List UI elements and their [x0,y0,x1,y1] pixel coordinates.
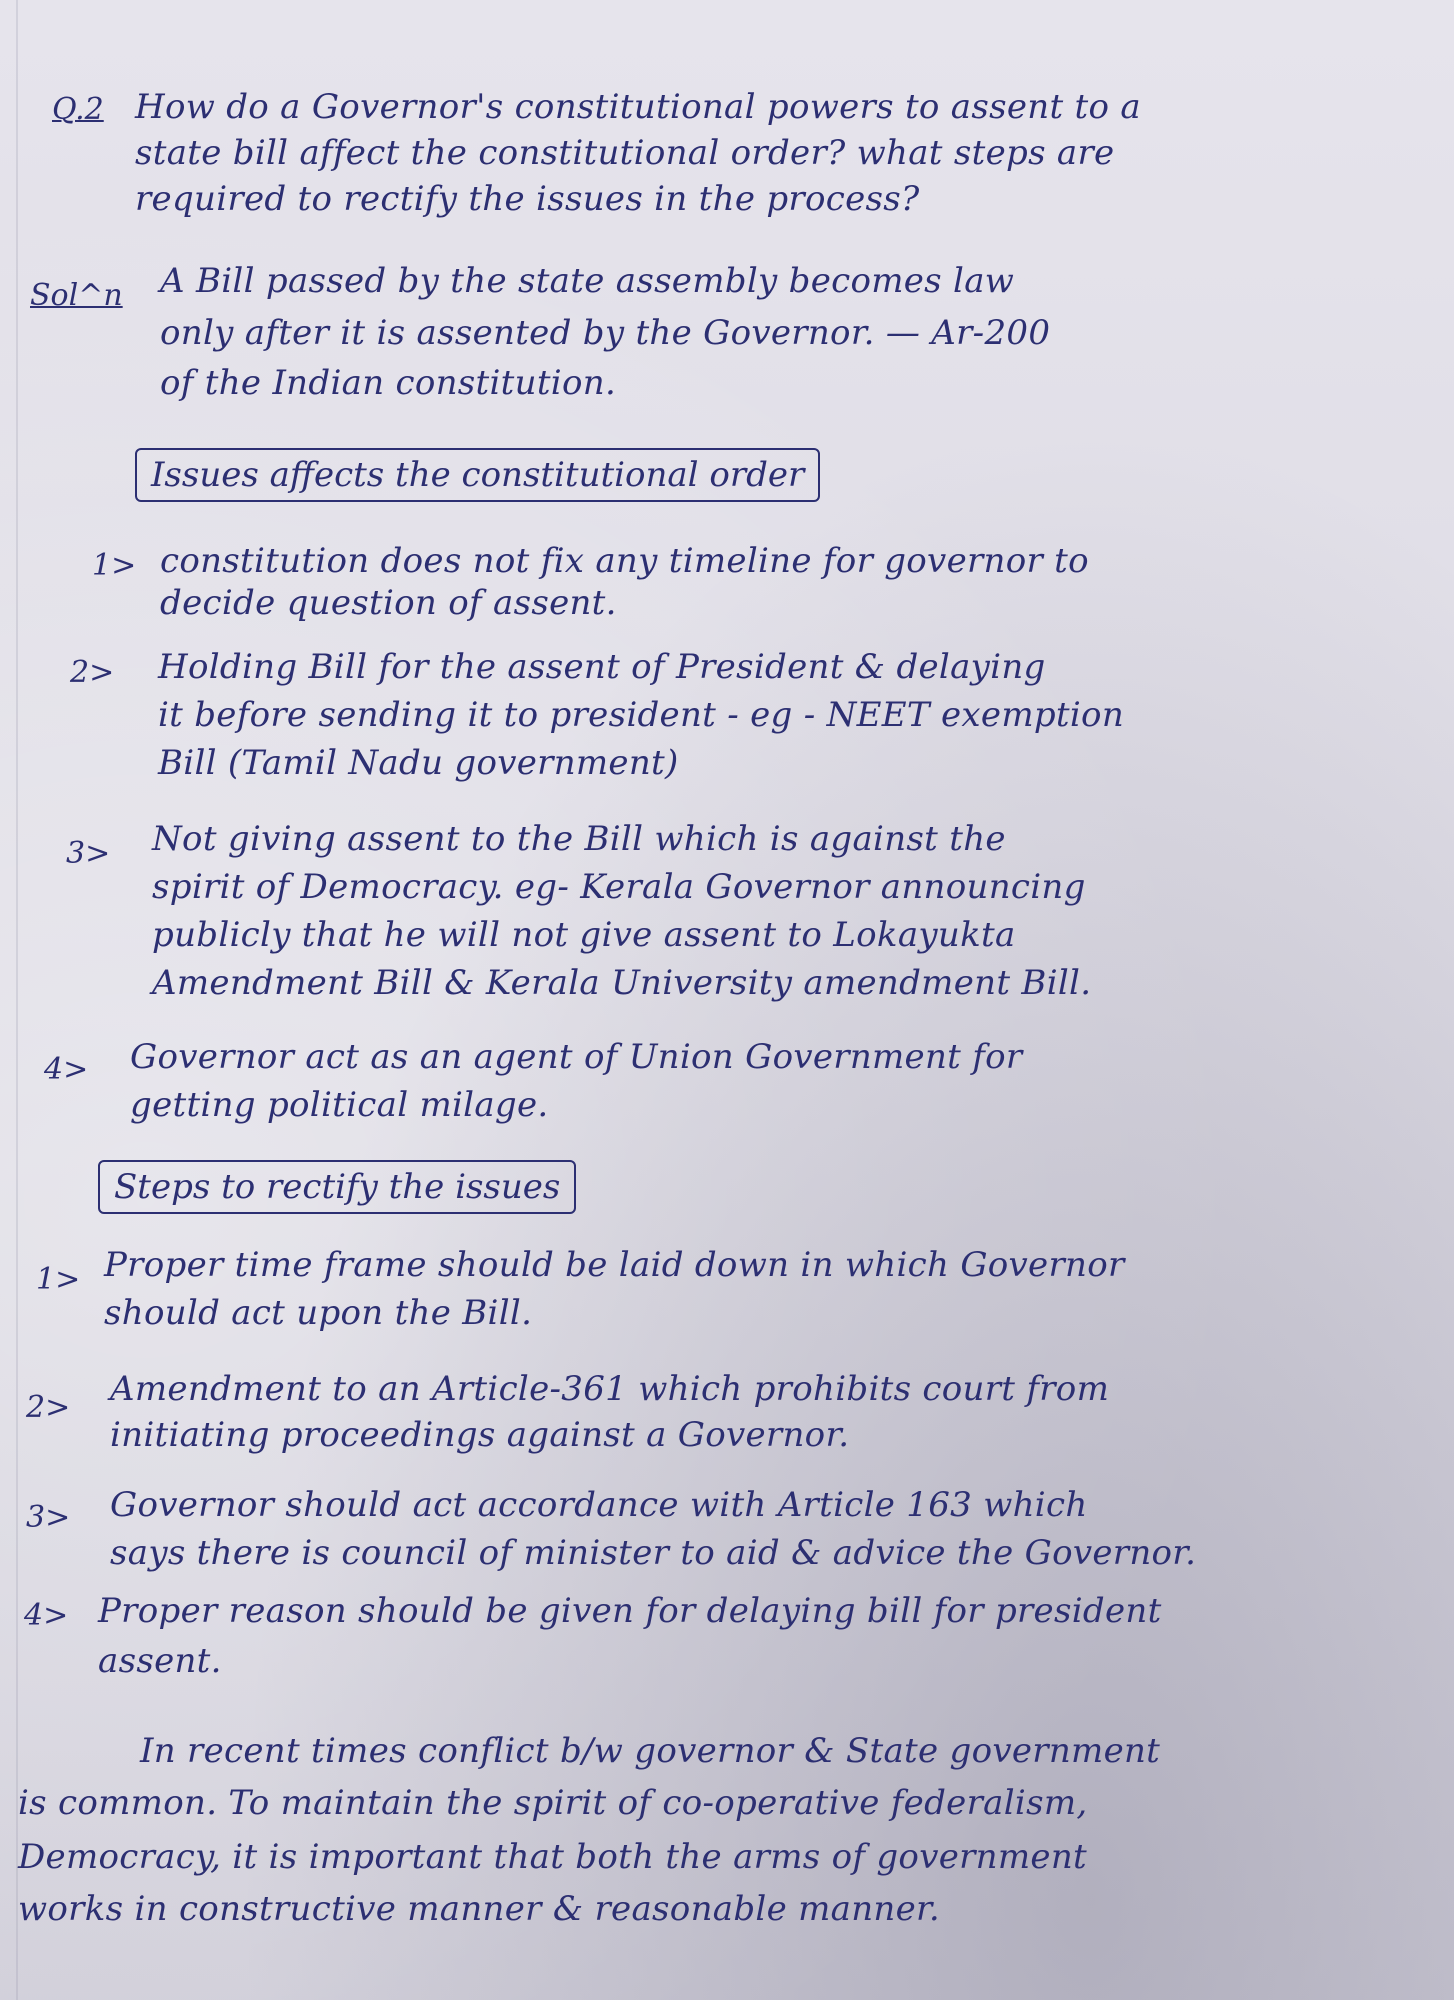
step-4-line-2: assent. [98,1641,222,1681]
issue-3-line-4: Amendment Bill & Kerala University amendment Bill. [152,963,1092,1003]
issue-3-line-3: publicly that he will not give assent to Lokayukta [152,915,1016,955]
step-2-number: 2> [26,1390,71,1425]
issue-2-number: 2> [70,655,115,690]
steps-heading-box: Steps to rectify the issues [98,1160,576,1214]
page-margin-line [16,0,18,2000]
question-label: Q.2 [52,92,104,127]
issue-4-line-2: getting political milage. [130,1085,549,1125]
solution-line-1: A Bill passed by the state assembly becomes law [160,261,1015,301]
conclusion-line-1: In recent times conflict b/w governor & State government [140,1731,1161,1771]
issue-2-line-1: Holding Bill for the assent of President & delaying [158,647,1046,687]
issue-1-line-2: decide question of assent. [160,583,617,623]
issue-4-line-1: Governor act as an agent of Union Government for [130,1037,1023,1077]
issue-3-line-1: Not giving assent to the Bill which is against the [152,819,1006,859]
step-1-line-2: should act upon the Bill. [104,1293,533,1333]
issues-heading-box: Issues affects the constitutional order [135,448,820,502]
step-3-number: 3> [26,1500,71,1535]
conclusion-line-2: is common. To maintain the spirit of co-operative federalism, [18,1783,1088,1823]
question-line-1: How do a Governor's constitutional powers to assent to a [135,87,1141,127]
issue-2-line-3: Bill (Tamil Nadu government) [158,743,679,783]
step-1-line-1: Proper time frame should be laid down in which Governor [104,1245,1125,1285]
step-3-line-2: says there is council of minister to aid & advice the Governor. [110,1533,1197,1573]
solution-line-2: only after it is assented by the Governor. — Ar-200 [160,313,1051,353]
step-4-number: 4> [24,1598,69,1633]
conclusion-line-3: Democracy, it is important that both the arms of government [18,1837,1087,1877]
solution-label: Sol^n [30,278,123,313]
issue-4-number: 4> [44,1052,89,1087]
issue-1-number: 1> [92,548,137,583]
question-line-3: required to rectify the issues in the process? [135,179,920,219]
conclusion-line-4: works in constructive manner & reasonable manner. [18,1889,940,1929]
step-2-line-2: initiating proceedings against a Governor. [110,1415,850,1455]
step-1-number: 1> [36,1262,81,1297]
issue-3-number: 3> [66,836,111,871]
solution-line-3: of the Indian constitution. [160,363,617,403]
question-line-2: state bill affect the constitutional order? what steps are [135,133,1115,173]
issue-2-line-2: it before sending it to president - eg - NEET exemption [158,695,1125,735]
step-2-line-1: Amendment to an Article-361 which prohibits court from [110,1369,1110,1409]
step-3-line-1: Governor should act accordance with Article 163 which [110,1485,1088,1525]
issue-1-line-1: constitution does not fix any timeline for governor to [160,541,1089,581]
issue-3-line-2: spirit of Democracy. eg- Kerala Governor announcing [152,867,1086,907]
step-4-line-1: Proper reason should be given for delaying bill for president [98,1591,1162,1631]
